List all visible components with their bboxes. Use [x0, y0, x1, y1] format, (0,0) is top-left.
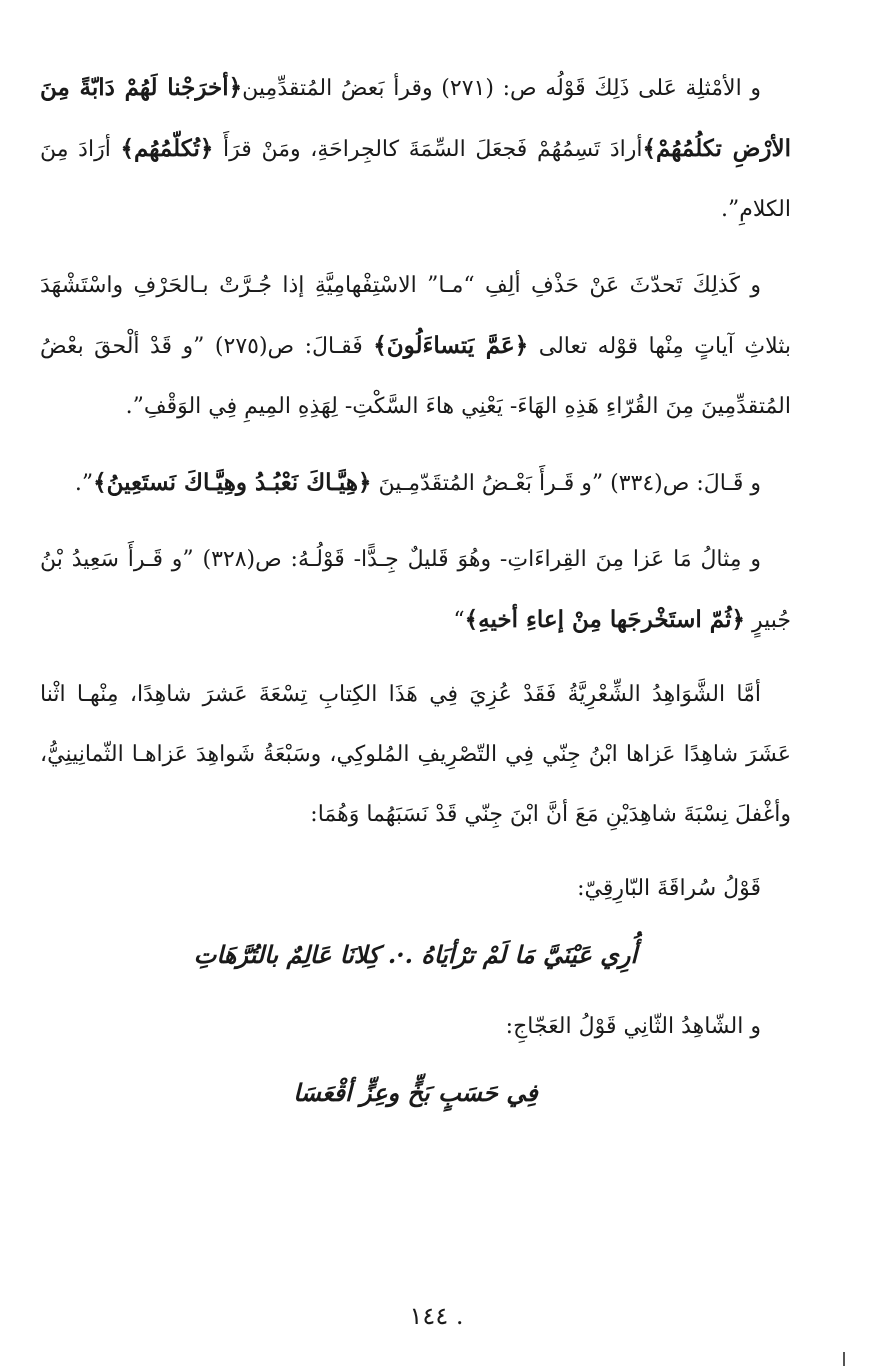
verse-intro-2: و الشّاهِدُ الثّانِي قَوْلُ العَجّاجِ:: [505, 1014, 761, 1039]
paragraph-4-text-a: و مِثالُ مَا عَزا مِنَ القِراءَاتِ- وهُوَ قَليلٌ جِـدًّا- قَوْلُـهُ: ص(٣٢٨) ”و قَـرأَ سَعِيدُ بْنُ جُبيرٍ: [40, 547, 791, 633]
quran-quote: ﴿تُكلّمُهُم﴾: [120, 135, 214, 162]
verse-intro-1: قَوْلُ سُراقَةَ البّارِقِيّ:: [577, 876, 761, 901]
page-number: . ١٤٤: [409, 1302, 464, 1330]
paragraph-4: [40, 530, 791, 651]
paragraph-2: [40, 256, 791, 437]
quran-quote: ﴿عَمَّ يَتساءَلُونَ﴾: [373, 332, 529, 359]
paragraph-1-text-b: أرادَ تَسِمُهُمْ فَجعَلَ السِّمَةَ كالجِراحَةِ، ومَنْ قرَأَ: [213, 137, 643, 162]
paragraph-5: [40, 665, 791, 845]
paragraph-1-text-c: أرَادَ مِنَ الكلامِ”.: [40, 137, 791, 222]
scan-edge-mark: [843, 1352, 845, 1366]
paragraph-3: [40, 453, 791, 514]
paragraph-5-text: أمَّا الشَّوَاهِدُ الشِّعْرِيَّةُ فَقَدْ عُزِيَ فِي هَذَا الكِتابِ تِسْعَةَ عَشرَ شاهِدًا، مِنْهـا اثْنا عَشَرَ شاهِدًا عَزاها ابْنُ جِنّي فِي التّصْرِيفِ المُلوكِي، وسَبْعَةُ شَواهِدَ عَزاهـا الثّمانِينِيُّ، وأغْفلَ نِسْبَةَ شاهِدَيْنِ مَعَ أنَّ ابْنَ جِنّي قَدْ نَسَبَهُما وَهُمَا:: [40, 682, 791, 827]
quran-quote: ﴿هِيَّـاكَ نَعْبُـدُ وهِيَّـاكَ نَستَعِينُ﴾: [93, 469, 372, 496]
page-body: [40, 58, 791, 1135]
quran-quote: ﴿ثُمّ استَخْرجَها مِنْ إعاءِ أخيهِ﴾: [464, 606, 745, 633]
paragraph-4-text-b: “: [453, 608, 465, 633]
paragraph-2-text-a: و كَذلِكَ تَحدّثَ عَنْ حَذْفِ ألِفِ “مـا” الاسْتِفْهامِيَّةِ إذا جُـرَّتْ بـالحَرْفِ واسْتَشْهَدَ بثلاثِ آياتٍ مِنْها قوْله تعالى: [40, 273, 792, 359]
paragraph-2-text-b: فَقـالَ: ص(٢٧٥) ”و قَدْ ألْحقَ بعْضُ المُتقدِّمِينَ مِنَ القُرّاءِ هَذِهِ الهَاءَ- يَعْنِي هاءَ السَّكْتِ- لِهَذِهِ المِيمِ فِي الوَقْفِ”.: [40, 334, 791, 419]
poetry-verse-2: فِي حَسَبٍ بَخٍّ وعِزٍّ أقْعَسَا: [293, 1078, 538, 1107]
paragraph-1-text-a: و الأمْثلِة عَلى ذَلِكَ قَوْلُه ص: (٢٧١) وقرأ بَعضُ المُتقدِّمِين: [242, 76, 761, 101]
quran-quote: ﴿أخرَجْنا لَهُمْ دَابّةً مِنَ الأرْضِ تكلُمُهُمْ﴾: [40, 74, 791, 162]
paragraph-1: [40, 58, 791, 240]
poetry-verse-1: أُرِي عَيْنَيَّ مَا لَمْ ترْأيَاهُ .·. كِلانَا عَالِمٌ بالتُرَّهَاتِ: [193, 940, 638, 969]
paragraph-3-text-b: ”.: [74, 471, 94, 496]
paragraph-3-text-a: و قَـالَ: ص(٣٣٤) ”و قَـرأَ بَعْـضُ المُتقَدّمِـينَ: [371, 471, 761, 496]
